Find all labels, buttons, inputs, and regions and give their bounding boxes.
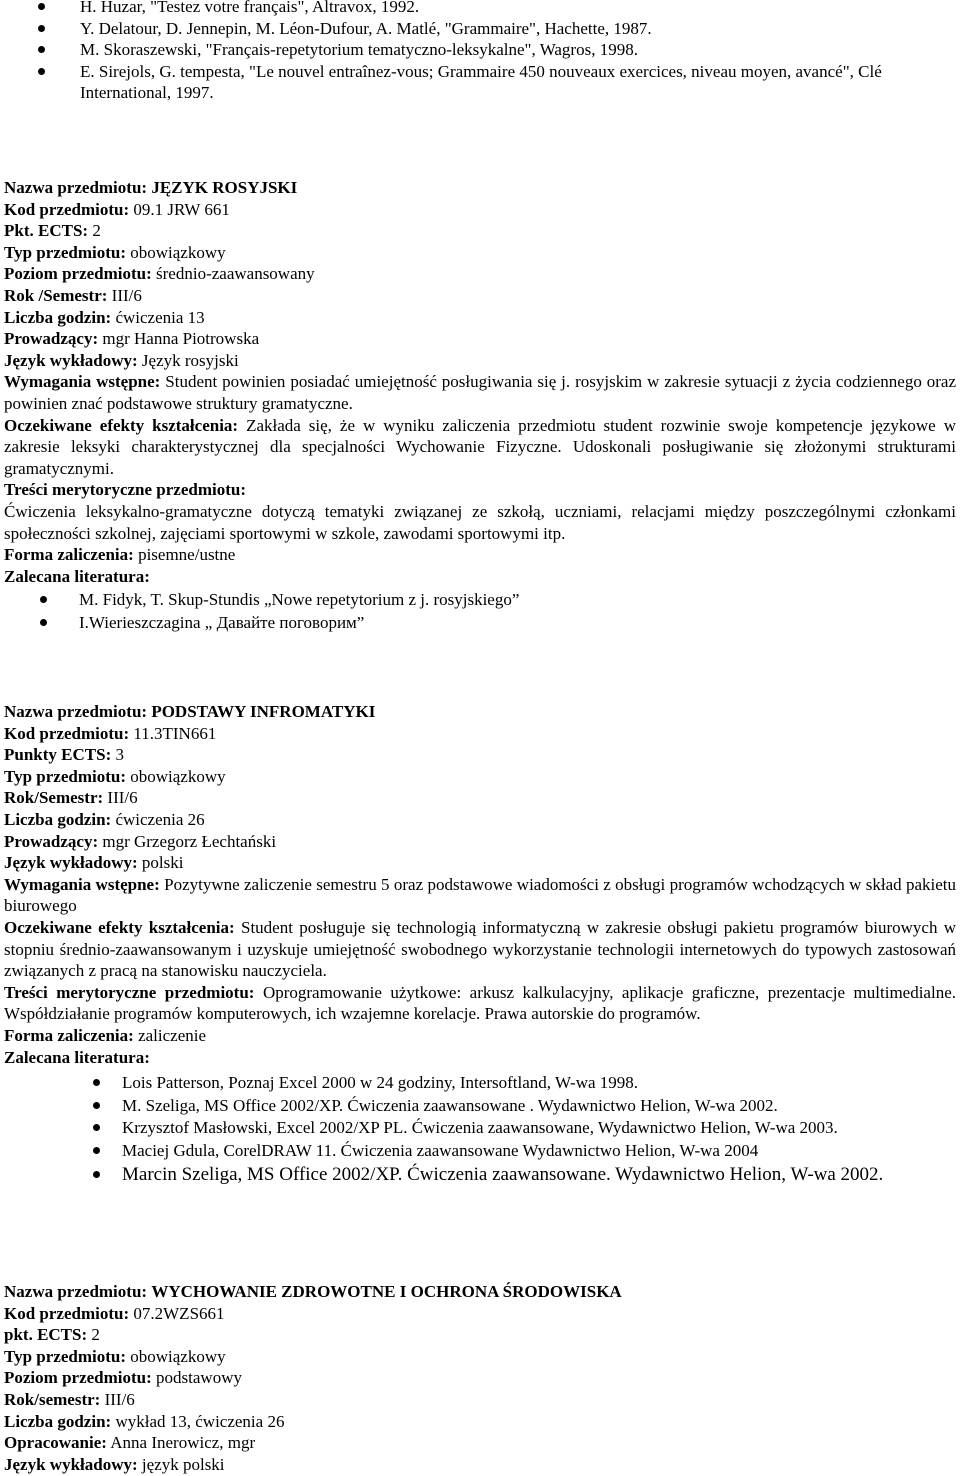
type-row (4, 242, 956, 264)
hours-row (4, 1411, 956, 1433)
reference-list (0, 0, 956, 104)
field-label: Punkty ECTS: (4, 745, 112, 765)
hours-row (4, 809, 956, 831)
lecturer-row (4, 831, 956, 853)
course-code-row (4, 1303, 956, 1325)
language-value: Język rosyjski (141, 350, 239, 370)
hours-value: ćwiczenia 13 (115, 307, 205, 327)
field-label: Typ przedmiotu: (4, 242, 126, 262)
ects-row (4, 220, 956, 242)
year-value: III/6 (104, 1389, 135, 1409)
form-row (4, 544, 956, 566)
field-label: Kod przedmiotu: (4, 199, 130, 219)
level-row (4, 1367, 956, 1389)
form-value: zaliczenie (138, 1025, 207, 1045)
type-value: obowiązkowy (130, 242, 226, 262)
list-item: I.Wierieszczagina „ Давайте поговорим” (4, 612, 956, 634)
field-label: Wymagania wstępne: (4, 874, 160, 894)
field-label: Pkt. ECTS: (4, 221, 89, 241)
course-name-row (4, 1281, 956, 1303)
course-code: 09.1 JRW 661 (133, 199, 230, 219)
ects-value: 2 (92, 221, 101, 241)
content-value: Ćwiczenia leksykalno-gramatyczne dotyczą tematyki związanej ze szkołą, uczniami, relacjami między poszczególnymi członkami społeczności szkolnej, zajęciami sportowymi w szkole, zawodami sportowymi itp. (4, 501, 956, 543)
field-label: Kod przedmiotu: (4, 1303, 130, 1323)
type-row (4, 766, 956, 788)
field-label: Kod przedmiotu: (4, 723, 130, 743)
field-label: Forma zaliczenia: (4, 1025, 134, 1045)
field-label: Oczekiwane efekty kształcenia: (4, 415, 239, 435)
effects-value: Zakłada się, że w wyniku zaliczenia przedmiotu student rozwinie swoje kompetencje językowe w zakresie leksyki charakterystycznej dla specjalności Wychowanie Fizyczne. Udoskonali posługiwanie się złożonymi strukturami gramatycznymi. (4, 415, 956, 478)
list-item: M. Szeliga, MS Office 2002/XP. Ćwiczenia zaawansowane . Wydawnictwo Helion, W-wa 2002. (4, 1095, 956, 1117)
field-label: Prowadzący: (4, 831, 99, 851)
language-row (4, 1454, 956, 1476)
language-row (4, 852, 956, 874)
language-value: język polski (141, 1454, 225, 1474)
field-label: Język wykładowy: (4, 853, 138, 873)
author-row (4, 1432, 956, 1454)
form-row (4, 1025, 956, 1047)
content-heading (4, 479, 956, 501)
list-item: M. Fidyk, T. Skup-Stundis „Nowe repetytorium z j. rosyjskiego” (4, 589, 956, 611)
course-name: JĘZYK ROSYJSKI (151, 178, 298, 197)
year-row (4, 787, 956, 809)
requirements-row (4, 874, 956, 917)
course-name-row (4, 701, 956, 723)
requirements-row (4, 371, 956, 414)
field-label: Oczekiwane efekty kształcenia: (4, 917, 235, 937)
field-label: Język wykładowy: (4, 1454, 138, 1474)
level-row (4, 263, 956, 285)
year-value: III/6 (111, 285, 142, 305)
course-name-row (4, 177, 956, 199)
course-name: PODSTAWY INFROMATYKI (151, 702, 376, 721)
language-row (4, 350, 956, 372)
field-label: Treści merytoryczne przedmiotu: (4, 982, 255, 1002)
content-row (4, 982, 956, 1025)
list-item: H. Huzar, "Testez votre français", Altravox, 1992. (0, 0, 956, 18)
field-label: Liczba godzin: (4, 809, 112, 829)
list-item: Maciej Gdula, CorelDRAW 11. Ćwiczenia zaawansowane Wydawnictwo Helion, W-wa 2004 (4, 1140, 956, 1162)
year-row (4, 285, 956, 307)
field-label: Typ przedmiotu: (4, 766, 126, 786)
literature-list (4, 589, 956, 633)
course-code-row (4, 199, 956, 221)
field-label: pkt. ECTS: (4, 1325, 88, 1345)
course-code: 11.3TIN661 (133, 723, 217, 743)
course-code-row (4, 723, 956, 745)
list-item: Lois Patterson, Poznaj Excel 2000 w 24 godziny, Intersoftland, W-wa 1998. (4, 1072, 956, 1094)
field-label: Liczba godzin: (4, 1411, 112, 1431)
effects-row (4, 917, 956, 982)
literature-heading (4, 566, 956, 588)
list-item: E. Sirejols, G. tempesta, "Le nouvel entraînez-vous; Grammaire 450 nouveaux exercices, niveau moyen, avancé", Clé International, 1997. (0, 61, 956, 104)
ects-row (4, 744, 956, 766)
list-item: Marcin Szeliga, MS Office 2002/XP. Ćwiczenia zaawansowane. Wydawnictwo Helion, W-wa 2002. (4, 1162, 956, 1187)
course-section-informatics (4, 701, 956, 1188)
list-item: M. Skoraszewski, "Français-repetytorium tematyczno-leksykalne", Wagros, 1998. (0, 39, 956, 61)
field-label: Liczba godzin: (4, 307, 112, 327)
author-value: Anna Inerowicz, mgr (110, 1433, 256, 1453)
field-label: Nazwa przedmiotu: (4, 178, 148, 197)
ects-value: 3 (115, 745, 124, 765)
hours-value: wykład 13, ćwiczenia 26 (115, 1411, 285, 1431)
year-value: III/6 (107, 788, 138, 808)
type-value: obowiązkowy (130, 1346, 226, 1366)
list-item: Krzysztof Masłowski, Excel 2002/XP PL. Ćwiczenia zaawansowane, Wydawnictwo Helion, W-wa 2003. (4, 1117, 956, 1139)
requirements-value: Pozytywne zaliczenie semestru 5 oraz podstawowe wiadomości z obsługi programów wchodzących w skład pakietu biurowego (4, 874, 956, 916)
ects-row (4, 1324, 956, 1346)
field-label: Rok/Semestr: (4, 788, 104, 808)
type-value: obowiązkowy (130, 766, 226, 786)
field-label: Nazwa przedmiotu: (4, 1282, 148, 1301)
lecturer-value: mgr Grzegorz Łechtański (102, 831, 277, 851)
literature-list (4, 1072, 956, 1187)
field-label: Rok/semestr: (4, 1389, 101, 1409)
field-label: Typ przedmiotu: (4, 1346, 126, 1366)
field-label: Zalecana literatura: (4, 566, 150, 586)
hours-value: ćwiczenia 26 (115, 809, 205, 829)
hours-row (4, 307, 956, 329)
ects-value: 2 (91, 1325, 100, 1345)
level-value: podstawowy (156, 1368, 242, 1388)
course-code: 07.2WZS661 (133, 1303, 225, 1323)
field-label: Prowadzący: (4, 329, 99, 349)
field-label: Treści merytoryczne przedmiotu: (4, 480, 247, 500)
lecturer-row (4, 328, 956, 350)
field-label: Nazwa przedmiotu: (4, 702, 148, 721)
language-value: polski (141, 853, 184, 873)
course-section-health (4, 1281, 956, 1475)
form-value: pisemne/ustne (138, 545, 236, 565)
field-label: Forma zaliczenia: (4, 545, 134, 565)
content-value: Oprogramowanie użytkowe: arkusz kalkulacyjny, aplikacje graficzne, prezentacje multimedialne. Współdziałanie programów komputerowych, ich wzajemne korelacje. Prawa autorskie do programów. (4, 982, 956, 1024)
requirements-value: Student powinien posiadać umiejętność posługiwania się j. rosyjskim w zakresie sytuacji z życia codziennego oraz powinien znać podstawowe struktury gramatyczne. (4, 372, 956, 413)
lecturer-value: mgr Hanna Piotrowska (102, 329, 260, 349)
type-row (4, 1346, 956, 1368)
field-label: Język wykładowy: (4, 350, 138, 370)
course-section-russian (4, 177, 956, 633)
field-label: Wymagania wstępne: (4, 372, 161, 392)
year-row (4, 1389, 956, 1411)
field-label: Opracowanie: (4, 1433, 107, 1453)
field-label: Rok /Semestr: (4, 285, 108, 305)
level-value: średnio-zaawansowany (156, 264, 315, 284)
field-label: Poziom przedmiotu: (4, 1368, 152, 1388)
literature-heading (4, 1047, 956, 1069)
list-item: Y. Delatour, D. Jennepin, M. Léon-Dufour, A. Matlé, "Grammaire", Hachette, 1987. (0, 18, 956, 40)
field-label: Poziom przedmiotu: (4, 264, 152, 284)
effects-value: Student posługuje się technologią informatyczną w zakresie obsługi pakietu programów biurowych w stopniu średnio-zaawansowanym i uzyskuje umiejętność swobodnego wykorzystanie technologii internetowych do typowych zastosowań związanych z pracą na stanowisku nauczyciela. (4, 917, 957, 981)
course-name: WYCHOWANIE ZDROWOTNE I OCHRONA ŚRODOWISKA (151, 1282, 622, 1301)
effects-row (4, 415, 956, 480)
field-label: Zalecana literatura: (4, 1047, 150, 1067)
